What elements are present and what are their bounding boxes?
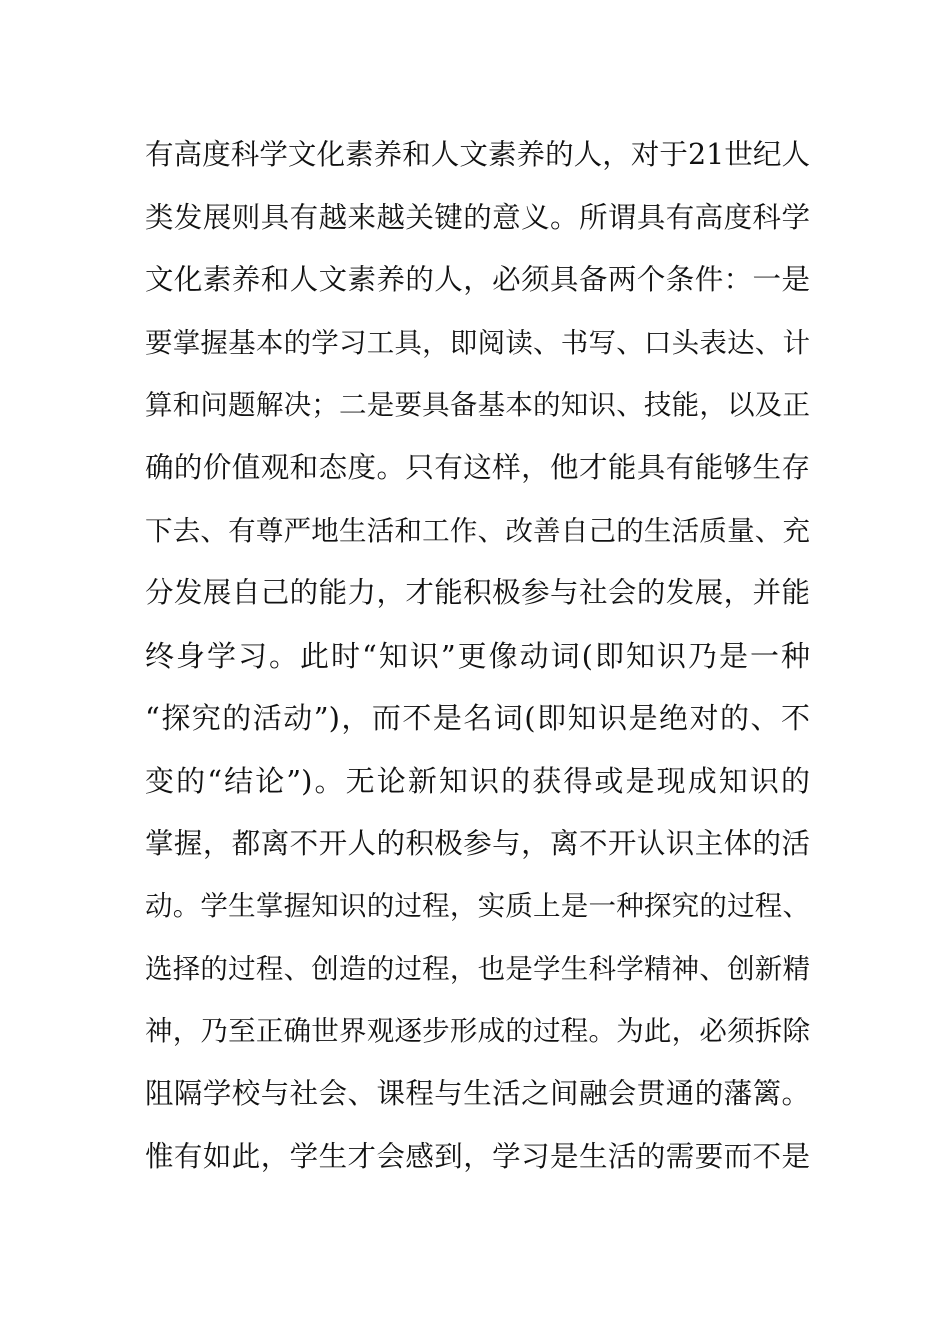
text-line-6: 确的价值观和态度。只有这样，他才能具有能够生存	[145, 450, 810, 484]
text-line-14: 选择的过程、创造的过程，也是学生科学精神、创新精	[145, 952, 810, 985]
text-line-17: 惟有如此，学生才会感到，学习是生活的需要而不是	[145, 1139, 810, 1173]
text-line-11: 变的“结论”)。无论新知识的获得或是现成知识的	[145, 763, 810, 798]
text-line-7: 下去、有尊严地生活和工作、改善自己的生活质量、充	[145, 514, 810, 547]
text-line-10: “探究的活动”)，而不是名词(即知识是绝对的、不	[145, 701, 810, 736]
text-line-1: 有高度科学文化素养和人文素养的人，对于21世纪人	[145, 138, 810, 171]
text-line-12: 掌握，都离不开人的积极参与，离不开认识主体的活	[145, 826, 810, 860]
text-line-3: 文化素养和人文素养的人，必须具备两个条件：一是	[145, 263, 810, 297]
text-line-16: 阻隔学校与社会、课程与生活之间融会贯通的藩篱。	[145, 1076, 810, 1110]
body-paragraph	[145, 124, 810, 1188]
text-line-2: 类发展则具有越来越关键的意义。所谓具有高度科学	[145, 200, 810, 234]
text-line-13: 动。学生掌握知识的过程，实质上是一种探究的过程、	[145, 890, 810, 923]
text-line-9: 终身学习。此时“知识”更像动词(即知识乃是一种	[145, 638, 810, 673]
text-line-15: 神，乃至正确世界观逐步形成的过程。为此，必须拆除	[145, 1015, 810, 1048]
text-line-8: 分发展自己的能力，才能积极参与社会的发展，并能	[145, 576, 810, 610]
text-line-5: 算和问题解决；二是要具备基本的知识、技能，以及正	[145, 389, 810, 422]
text-line-4: 要掌握基本的学习工具，即阅读、书写、口头表达、计	[145, 326, 810, 359]
